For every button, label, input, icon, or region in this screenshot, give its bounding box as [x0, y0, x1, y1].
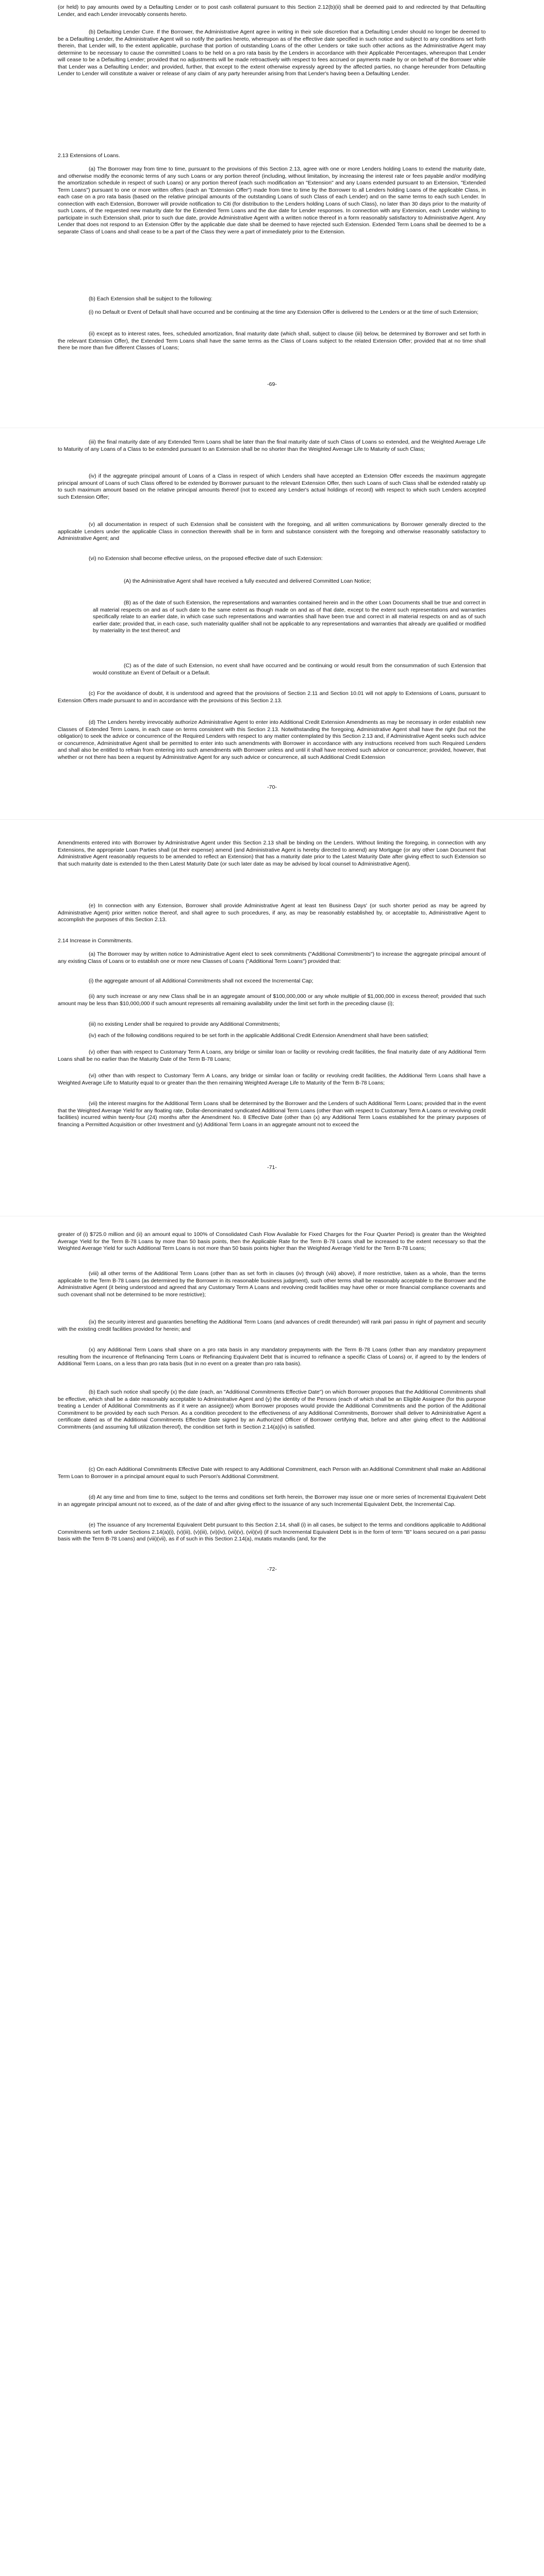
paragraph: (viii) all other terms of the Additional Term Loans (other than as set forth in clauses (iv) through (viii) above), if more restrictive, taken as a whole, than the terms applicable to the Term B-78 Loans (as determined by the Borrower in its reasonable business judgment), such other terms shall be reasonably acceptable to the Borrower and the Administrative Agent (it being understood and agreed that any Customary Term A Loans and revolving credit facilities may have other or more financial compliance covenants and such covenant shall not be determined to be more restrictive); — [58, 1270, 486, 1298]
paragraph: (i) no Default or Event of Default shall have occurred and be continuing at the time any Extension Offer is delivered to the Lenders or at the time of such Extension; — [89, 309, 479, 315]
page-number: -72- — [267, 1566, 277, 1572]
paragraph: (c) On each Additional Commitments Effective Date with respect to any Additional Commitment, each Person with an Additional Commitment shall make an Additional Term Loan to Borrower in a principal amount equal to such Person's Additional Commitment. — [58, 1466, 486, 1480]
page-70 — [0, 433, 544, 760]
paragraph: (ii) except as to interest rates, fees, scheduled amortization, final maturity date (which shall, subject to clause (iii) below, be determined by Borrower and set forth in the relevant Extension Offer), the Extended Term Loans shall have the same terms as the Class of Loans subject to the related Extension Offer; provided that at no time shall there be more than five different Classes of Loans; — [58, 331, 486, 351]
page-number: -70- — [267, 784, 277, 790]
page-71 — [0, 824, 544, 1211]
paragraph: (vii) the interest margins for the Additional Term Loans shall be determined by the Borrower and the Lenders of such Additional Term Loans; provided that in the event that the Weighted Average Yield for any floating rate, Dollar-denominated syndicated Additional Term Loans (other than with respect to Customary Term A Loans or revolving credit facilities) incurred within twenty-four (24) months after the Amendment No. 8 Effective Date (other than (x) any Additional Term Loans established for the primary purposes of financing a Permitted Acquisition or other Investment and (y) Additional Term Loans in an aggregate amount not to exceed the — [58, 1100, 486, 1128]
paragraph: (a) The Borrower may by written notice to Administrative Agent elect to seek commitments ("Additional Commitments") to increase the aggregate principal amount of any existing Class of Loans or to establish one or more new Classes of Loans ("Additional Term Loans") provided that: — [58, 951, 486, 964]
paragraph: (ii) any such increase or any new Class shall be in an aggregate amount of $100,000,000 or any whole multiple of $1,000,000 in excess thereof; provided that such amount may be less than $10,000,000 if such amount represents all remaining availability under the limit set forth in the preceding clause (i); — [58, 993, 486, 1007]
paragraph: (x) any Additional Term Loans shall share on a pro rata basis in any mandatory prepayments with the Term B-78 Loans (other than any mandatory prepayment resulting from the incurrence of Refinancing Term Loans or Refinancing Equivalent Debt that is incurred to refinance a specific Class of Loans) or, if agreed to by the lenders of Additional Term Loans, on a less than pro rata basis (but in no event on a greater than pro rata basis). — [58, 1347, 486, 1367]
paragraph: (e) The issuance of any Incremental Equivalent Debt pursuant to this Section 2.14, shall (i) in all cases, be subject to the terms and conditions applicable to Additional Commitments set forth under Sections 2.14(a)(i), (v)(iii), (v)(iii), (vi)(iv), (vii)(v), (vii)(vi) (if such Incremental Equivalent Debt is in the form of term "B" loans secured on a pari passu basis with the Term B-78 Loans) and (viii)(vii), as if of such in this Section 2.14(a), mutatis mutandis (and, for the — [58, 1522, 486, 1542]
paragraph: (vi) no Extension shall become effective unless, on the proposed effective date of such Extension: — [89, 555, 323, 562]
page-72 — [0, 1221, 544, 1685]
page-number: -71- — [267, 1164, 277, 1171]
section-heading: 2.14 Increase in Commitments. — [58, 938, 133, 944]
paragraph: Amendments entered into with Borrower by Administrative Agent under this Section 2.13 shall be binding on the Lenders. Without limiting the foregoing, in connection with any Extensions, the appropriate Loan Parties shall (at their expense) amend (and Administrative Agent is hereby directed to amend) any Mortgage (or any other Loan Document that Administrative Agent reasonably requests to be amended to reflect an Extension) that has a maturity date prior to the Latest Maturity Date after giving effect to such Extension so that such maturity date is extended to the then Latest Maturity Date (or such later date as may be advised by local counsel to Administrative Agent). — [58, 840, 486, 867]
paragraph: (a) The Borrower may from time to time, pursuant to the provisions of this Section 2.13, agree with one or more Lenders holding Loans to extend the maturity date, and otherwise modify the economic terms of any such Loans or any portion thereof (including, without limitation, by increasing the interest rate or fees payable and/or modifying the amortization schedule in respect of such Loans) or any portion thereof (each such modification an "Extension" and any Loans extended pursuant to an Extension, "Extended Term Loans") pursuant to one or more written offers (each an "Extension Offer") made from time to time by the Borrower to all Lenders holding Loans of the applicable Class, in each case on a pro rata basis (based on the relative principal amounts of the outstanding Loans of such Class of each Lender) and on the same terms to each such Lender. In connection with each Extension, Borrower will provide notification to Citi (for distribution to the Lenders holding Loans of such Class), no later than 30 days prior to the maturity of such Loans, of the requested new maturity date for the Extended Term Loans and the due date for Lender responses. In connection with any Extension, each Lender wishing to participate in such Extension shall, prior to such due date, provide Administrative Agent with a written notice thereof in a form reasonably satisfactory to Administrative Agent. Any Lender that does not respond to an Extension Offer by the applicable due date shall be deemed to have rejected such Extension. Extended Term Loans shall be deemed to be a separate Class of Loans and shall cease to be a part of the Class they were a part of immediately prior to the Extension. — [58, 166, 486, 235]
paragraph: (iv) each of the following conditions required to be set forth in the applicable Additional Credit Extension Amendment shall have been satisfied; — [89, 1032, 428, 1039]
paragraph: (ix) the security interest and guaranties benefiting the Additional Term Loans (and advances of credit thereunder) will rank pari passu in right of payment and security with the existing credit facilities provided for herein; and — [58, 1319, 486, 1332]
paragraph: (v) other than with respect to Customary Term A Loans, any bridge or similar loan or facility or revolving credit facilities, the final maturity date of any Additional Term Loans shall be no earlier than the Maturity Date of the Term B-78 Loans; — [58, 1049, 486, 1062]
paragraph: (b) Each Extension shall be subject to the following: — [89, 296, 212, 302]
paragraph: (c) For the avoidance of doubt, it is understood and agreed that the provisions of Section 2.11 and Section 10.01 will not apply to Extensions of Loans, pursuant to Extension Offers made pursuant to and in accordance with the provisions of this Section 2.13. — [58, 690, 486, 704]
paragraph: (b) Each such notice shall specify (x) the date (each, an "Additional Commitments Effective Date") on which Borrower proposes that the Additional Commitments shall be effective, which shall be a date reasonably acceptable to Administrative Agent and (y) the identity of the Persons (each of which shall be an Eligible Assignee (for this purpose treating a Lender of Additional Commitments as if it were an assignee)) whom Borrower proposes would provide the Additional Commitments and the portion of the Additional Commitment to be provided by each such Person. As a condition precedent to the effectiveness of any Additional Commitments, Borrower shall deliver to Administrative Agent a certificate dated as of the Additional Commitments Effective Date signed by an Authorized Officer of Borrower certifying that, before and after giving effect to the Additional Commitments (and assuming full utilization thereof), the condition set forth in Section 2.14(a)(iv) is satisfied. — [58, 1389, 486, 1430]
paragraph: (d) At any time and from time to time, subject to the terms and conditions set forth herein, the Borrower may issue one or more series of Incremental Equivalent Debt in an aggregate principal amount not to exceed, as of the date of and after giving effect to the issuance of any such Incremental Equivalent Debt, the Incremental Cap. — [58, 1494, 486, 1507]
paragraph: (B) as of the date of such Extension, the representations and warranties contained herein and in the other Loan Documents shall be true and correct in all material respects on and as of such date to the same extent as though made on and as of that date, except to the extent such representations and warranties specifically relate to an earlier date, in which case such representations and warranties shall have been true and correct in all material respects on and as of such earlier date; provided that, in each case, such materiality qualifier shall not be applicable to any representations and warranties that already are qualified or modified by materiality in the text thereof; and — [93, 600, 486, 634]
page-divider — [0, 819, 544, 820]
paragraph: (iv) if the aggregate principal amount of Loans of a Class in respect of which Lenders shall have accepted an Extension Offer exceeds the maximum aggregate principal amount of Loans of such Class offered to be extended by Borrower pursuant to the relevant Extension Offer, then such Loans of such Class shall be extended ratably up to such maximum amount based on the relative principal amounts thereof (not to exceed any Lender's actual holdings of record) with respect to which such Lenders accepted such Extension Offer; — [58, 473, 486, 500]
paragraph: (d) The Lenders hereby irrevocably authorize Administrative Agent to enter into Additional Credit Extension Amendments as may be necessary in order establish new Classes of Extended Term Loans, in each case on terms consistent with this Section 2.13. Notwithstanding the foregoing, Administrative Agent shall have the right (but not the obligation) to seek the advice or concurrence of the Required Lenders with respect to any matter contemplated by this Section 2.13 and, if Administrative Agent seeks such advice or concurrence, Administrative Agent shall be permitted to enter into such amendments with Borrower in accordance with any instructions received from such Required Lenders and shall also be entitled to refrain from entering into such amendments with Borrower unless and until it shall have received such advice or concurrence; provided, however, that whether or not there has been a request by Administrative Agent for any such advice or concurrence, all such Additional Credit Extension — [58, 719, 486, 760]
paragraph: (iii) the final maturity date of any Extended Term Loans shall be later than the final maturity date of such Class of Loans so extended, and the Weighted Average Life to Maturity of any Loans of a Class to be extended pursuant to an Extension shall be no shorter than the Weighted Average Life to Maturity of such Class; — [58, 439, 486, 452]
paragraph: greater of (i) $725.0 million and (ii) an amount equal to 100% of Consolidated Cash Flow Available for Fixed Charges for the Four Quarter Period) is greater than the Weighted Average Yield for the Term B-78 Loans by more than 50 basis points, then the Applicable Rate for the Term B-78 Loans shall be increased to the extent necessary so that the Weighted Average Yield for such Additional Term Loans is not more than 50 basis points higher than the Weighted Average Yield for the Term B-78 Loans; — [58, 1231, 486, 1251]
paragraph: (vi) other than with respect to Customary Term A Loans, any bridge or similar loan or facility or revolving credit facilities, the Additional Term Loans shall have a Weighted Average Life to Maturity equal to or greater than the then remaining Weighted Average Life to Maturity of the Term B-78 Loans; — [58, 1073, 486, 1086]
paragraph: (v) all documentation in respect of such Extension shall be consistent with the foregoing, and all written communications by Borrower generally directed to the applicable Lenders under the applicable Class in connection therewith shall be in form and substance consistent with the foregoing and otherwise reasonably satisfactory to Administrative Agent; and — [58, 521, 486, 541]
paragraph: (i) the aggregate amount of all Additional Commitments shall not exceed the Incremental Cap; — [89, 978, 314, 984]
paragraph: (e) In connection with any Extension, Borrower shall provide Administrative Agent at least ten Business Days' (or such shorter period as may be agreed by Administrative Agent) prior written notice thereof, and shall agree to such procedures, if any, as may be reasonably established by, or acceptable to, Administrative Agent to accomplish the purposes of this Section 2.13. — [58, 903, 486, 923]
paragraph: (or held) to pay amounts owed by a Defaulting Lender or to post cash collateral pursuant to this Section 2.12(b)(ii) shall be deemed paid to and redirected by that Defaulting Lender, and each Lender irrevocably consents hereto. — [58, 4, 486, 18]
page-number: -69- — [267, 381, 277, 387]
paragraph: (A) the Administrative Agent shall have received a fully executed and delivered Committed Loan Notice; — [124, 578, 371, 584]
paragraph: (iii) no existing Lender shall be required to provide any Additional Commitments; — [89, 1021, 281, 1027]
section-heading: 2.13 Extensions of Loans. — [58, 152, 120, 159]
paragraph: (b) Defaulting Lender Cure. If the Borrower, the Administrative Agent agree in writing in their sole discretion that a Defaulting Lender should no longer be deemed to be a Defaulting Lender, the Administrative Agent will so notify the parties hereto, whereupon as of the effective date specified in such notice and subject to any conditions set forth therein, that Lender will, to the extent applicable, purchase that portion of outstanding Loans of the other Lenders or take such other actions as the Administrative Agent may determine to be necessary to cause the committed Loans to be held on a pro rata basis by the Lenders in accordance with their Applicable Percentages, whereupon that Lender will cease to be a Defaulting Lender; provided that no adjustments will be made retroactively with respect to fees accrued or payments made by or on behalf of the Borrower while that Lender was a Defaulting Lender; and provided, further, that except to the extent otherwise expressly agreed by the affected parties, no change hereunder from Defaulting Lender to Lender will constitute a waiver or release of any claim of any party hereunder arising from that Lender's having been a Defaulting Lender. — [58, 29, 486, 77]
paragraph: (C) as of the date of such Extension, no event shall have occurred and be continuing or would result from the consummation of such Extension that would constitute an Event of Default or a Default. — [93, 663, 486, 676]
